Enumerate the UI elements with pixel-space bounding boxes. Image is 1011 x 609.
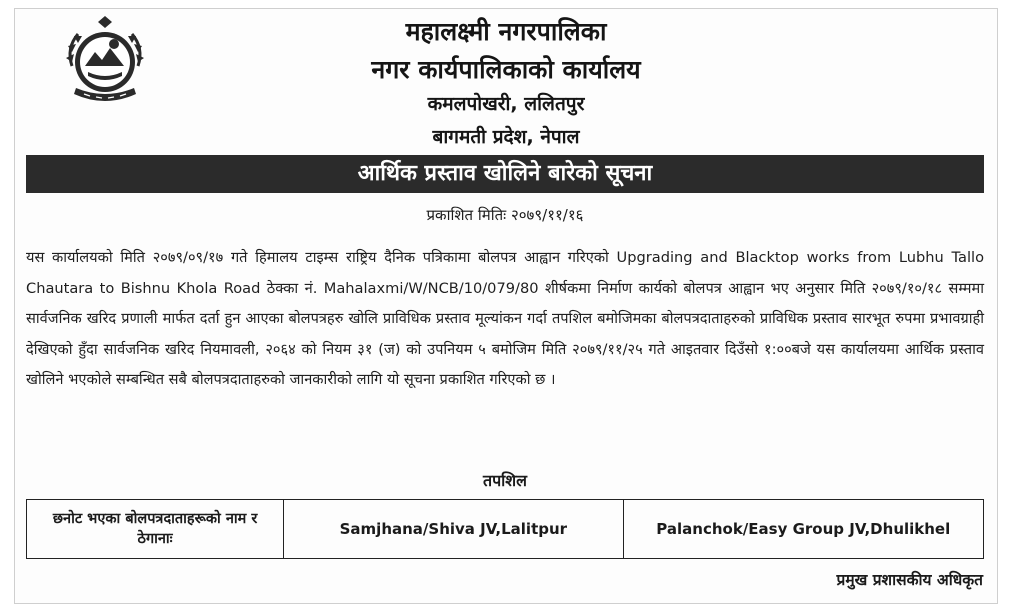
- bidders-table: [26, 499, 984, 559]
- bidder-2-cell: Palanchok/Easy Group JV,Dhulikhel: [623, 500, 983, 559]
- signature-title: प्रमुख प्रशासकीय अधिकृत: [836, 571, 983, 589]
- bidder-1-cell: Samjhana/Shiva JV,Lalitpur: [284, 500, 623, 559]
- municipality-name: महालक्ष्मी नगरपालिका: [405, 17, 607, 46]
- table-row: [27, 500, 984, 559]
- address-line-2: बागमती प्रदेश, नेपाल: [432, 126, 580, 148]
- office-name: नगर कार्यपालिकाको कार्यालय: [371, 55, 641, 84]
- bidders-label-cell: छनोट भएका बोलपत्रदाताहरूको नाम र ठेगानाः: [27, 500, 284, 559]
- notice-title: आर्थिक प्रस्ताव खोलिने बारेको सूचना: [26, 155, 984, 193]
- published-date: प्रकाशित मितिः २०७९/११/१६: [426, 206, 584, 224]
- address-line-1: कमलपोखरी, ललितपुर: [427, 93, 585, 115]
- notice-body: यस कार्यालयको मिति २०७९/०९/१७ गते हिमालय टाइम्स राष्ट्रिय दैनिक पत्रिकामा बोलपत्र आह्वान गरिएको Upgrading and Blacktop works from Lubhu Tallo Chautara to Bishnu Khola Road ठेक्का नं. Mahalaxmi/W/NCB/10/079/80 शीर्षकमा निर्माण कार्यको बोलपत्र आह्वान भए अनुसार मिति २०७९/१०/१८ सम्ममा सार्वजनिक खरिद प्रणाली मार्फत दर्ता हुन आएका बोलपत्रहरु खोलि प्राविधिक प्रस्ताव मूल्यांकन गर्दा तपशिल बमोजिमका बोलपत्रदाताहरुको प्राविधिक प्रस्ताव सारभूत रुपमा प्रभावग्राही देखिएको हुँदा सार्वजनिक खरिद नियमावली, २०६४ को नियम ३१ (ज) को उपनियम ५ बमोजिम मिति २०७९/११/२५ गते आइतवार दिउँसो १:००बजे यस कार्यालयमा आर्थिक प्रस्ताव खोलिने भएकोले सम्बन्धित सबै बोलपत्रदाताहरुको जानकारीको लागि यो सूचना प्रकाशित गरिएको छ ।: [26, 249, 984, 388]
- nepal-government-emblem-icon: [52, 14, 158, 110]
- tapasil-heading: तपशिल: [482, 471, 528, 490]
